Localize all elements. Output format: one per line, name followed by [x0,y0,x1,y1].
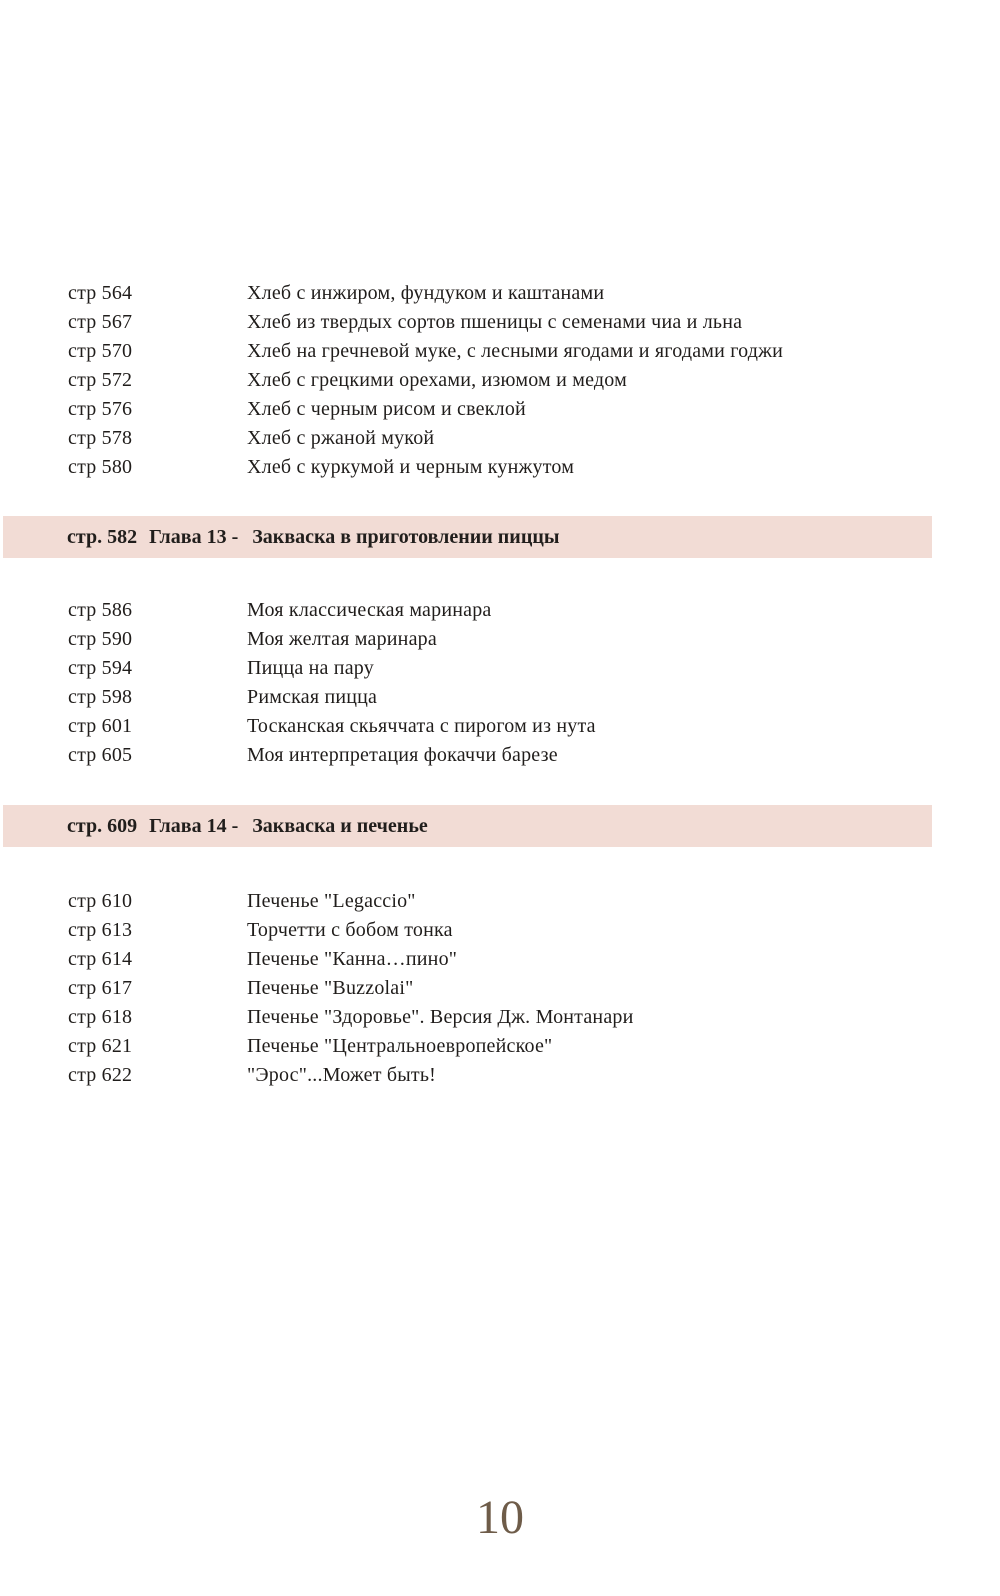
recipe-title: Моя интерпретация фокаччи барезе [247,744,558,766]
chapter-page-ref: стр. 609 [67,814,138,837]
recipe-title: Хлеб с ржаной мукой [247,427,435,449]
toc-section-pizza [68,596,960,770]
toc-row [68,945,960,974]
page-ref: стр 617 [68,977,133,999]
page-ref: стр 570 [68,340,133,362]
recipe-title: Хлеб из твердых сортов пшеницы с семенами чиа и льна [247,311,743,333]
toc-row [68,916,960,945]
page-ref: стр 598 [68,686,133,708]
recipe-title: Пицца на пару [247,657,374,679]
toc-row [68,654,960,683]
toc-row [68,366,960,395]
page-ref: стр 613 [68,919,133,941]
toc-row [68,741,960,770]
recipe-title: Тосканская скьяччата с пирогом из нута [247,715,596,737]
page-ref: стр 622 [68,1064,133,1086]
page-ref: стр 605 [68,744,133,766]
recipe-title: Хлеб с грецкими орехами, изюмом и медом [247,369,627,391]
toc-row [68,887,960,916]
chapter-13-banner [3,516,932,558]
recipe-title: Печенье "Legaccio" [247,890,416,912]
page-ref: стр 580 [68,456,133,478]
toc-section-breads [68,279,960,482]
recipe-title: Печенье "Buzzolai" [247,977,414,999]
chapter-14-banner [3,805,932,847]
page-number: 10 [476,1491,524,1544]
toc-row [68,395,960,424]
page-ref: стр 614 [68,948,133,970]
toc-row [68,1032,960,1061]
recipe-title: Хлеб на гречневой муке, с лесными ягодами и ягодами годжи [247,340,784,362]
chapter-title: Закваска в приготовлении пиццы [252,525,560,548]
chapter-page-ref: стр. 582 [67,525,138,548]
recipe-title: Хлеб с куркумой и черным кунжутом [247,456,575,478]
toc-row [68,337,960,366]
toc-section-cookies [68,887,960,1090]
recipe-title: Печенье "Канна…пино" [247,948,458,970]
recipe-title: Моя желтая маринара [247,628,437,650]
page-ref: стр 567 [68,311,133,333]
toc-row [68,625,960,654]
page-ref: стр 594 [68,657,133,679]
toc-row [68,596,960,625]
page-ref: стр 601 [68,715,133,737]
recipe-title: Хлеб с инжиром, фундуком и каштанами [247,282,605,304]
page-ref: стр 586 [68,599,133,621]
toc-row [68,308,960,337]
page-ref: стр 618 [68,1006,133,1028]
toc-row [68,1003,960,1032]
page-ref: стр 590 [68,628,133,650]
page-ref: стр 578 [68,427,133,449]
toc-row [68,453,960,482]
toc-row [68,424,960,453]
recipe-title: Печенье "Центральноевропейское" [247,1035,553,1057]
page-ref: стр 576 [68,398,133,420]
toc-row [68,683,960,712]
toc-row [68,712,960,741]
toc-row [68,974,960,1003]
page-ref: стр 572 [68,369,133,391]
recipe-title: "Эрос"...Может быть! [247,1064,436,1086]
toc-row [68,1061,960,1090]
page-ref: стр 621 [68,1035,133,1057]
toc-row [68,279,960,308]
chapter-number: Глава 13 - [149,525,239,548]
recipe-title: Хлеб с черным рисом и свеклой [247,398,526,420]
chapter-number: Глава 14 - [149,814,239,837]
chapter-title: Закваска и печенье [252,814,428,837]
recipe-title: Торчетти с бобом тонка [247,919,453,941]
page-ref: стр 610 [68,890,133,912]
recipe-title: Римская пицца [247,686,378,708]
page-ref: стр 564 [68,282,133,304]
recipe-title: Моя классическая маринара [247,599,492,621]
recipe-title: Печенье "Здоровье". Версия Дж. Монтанари [247,1006,634,1028]
